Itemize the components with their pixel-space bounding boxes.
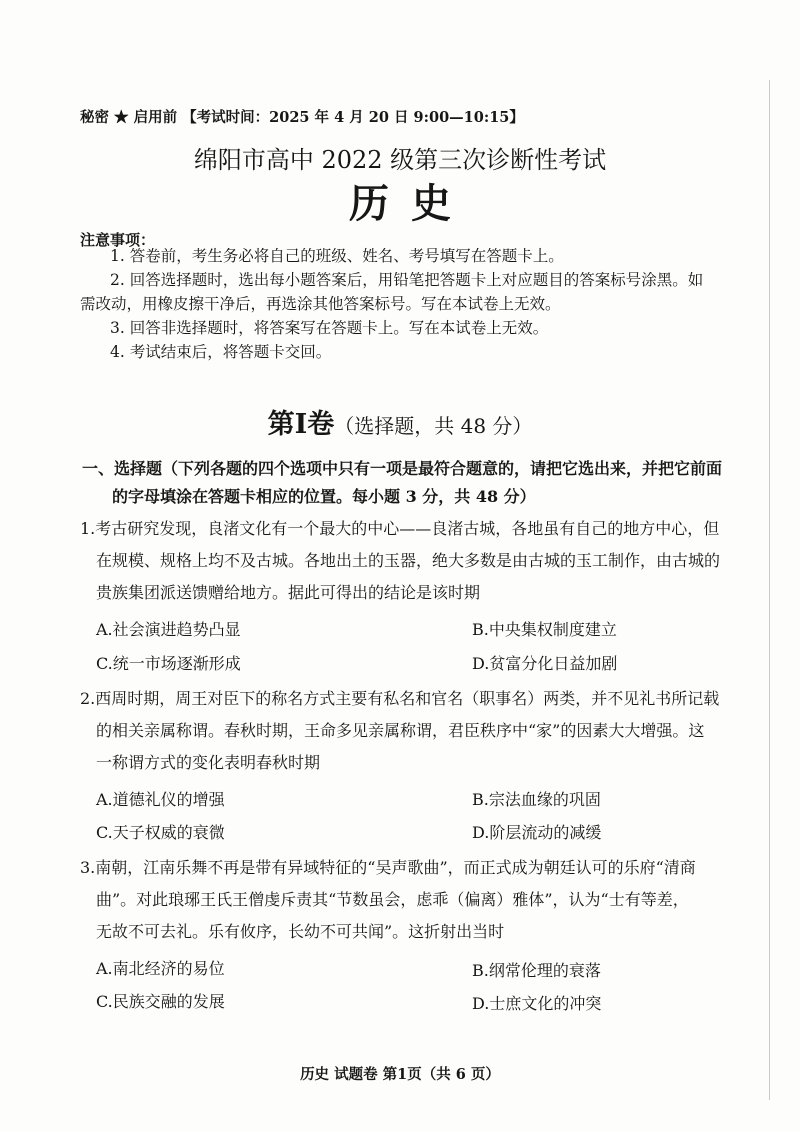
volume-title	[0, 402, 800, 441]
question-2-line-1: 2.西周时期，周王对臣下的称名方式主要有私名和官名（职事名）两类，并不见礼书所记载	[80, 689, 720, 708]
question-1-line-2: 在规模、规格上均不及古城。各地出土的玉器，绝大多数是由古城的玉工制作，由古城的	[96, 551, 721, 570]
exam-title: 绵阳市高中 2022 级第三次诊断性考试	[193, 146, 607, 174]
subject-title: 历史	[349, 180, 473, 227]
question-1-option-d: D.贫富分化日益加剧	[472, 654, 618, 673]
question-1-option-a: A.社会演进趋势凸显	[96, 620, 241, 639]
question-2-option-a: A.道德礼仪的增强	[96, 790, 225, 809]
question-1-line-3: 贵族集团派送馈赠给地方。据此可得出的结论是该时期	[96, 583, 481, 602]
question-2-option-d: D.阶层流动的减缓	[472, 823, 602, 842]
question-3-option-a: A.南北经济的易位	[96, 959, 225, 978]
question-3-option-c: C.民族交融的发展	[96, 992, 225, 1011]
question-2-line-3: 一称谓方式的变化表明春秋时期	[96, 753, 321, 772]
question-3-line-1: 3.南朝，江南乐舞不再是带有异域特征的“吴声歌曲”，而正式成为朝廷认可的乐府“清商	[80, 858, 696, 877]
notes-title: 注意事项：	[80, 231, 156, 249]
question-3-line-3: 无故不可去礼。乐有攸序，长幼不可共闻”。这折射出当时	[96, 922, 505, 941]
question-3-line-2: 曲”。对此琅琊王氏王僧虔斥责其“节数虽会，虑乖（偏离）雅体”，认为“士有等差，	[96, 890, 689, 909]
volume-subtitle: （选择题，共 48 分）	[334, 414, 533, 438]
question-2-option-c: C.天子权威的衰微	[96, 823, 225, 842]
note-item-1: 1. 答卷前，考生务必将自己的班级、姓名、考号填写在答题卡上。	[110, 247, 564, 265]
note-item-3: 3. 回答非选择题时，将答案写在答题卡上。写在本试卷上无效。	[110, 319, 549, 337]
section-instructions-line-1: 一、选择题（下列各题的四个选项中只有一项是最符合题意的，请把它选出来，并把它前面	[82, 459, 723, 478]
note-item-2-line-2: 需改动，用橡皮擦干净后，再选涂其他答案标号。写在本试卷上无效。	[80, 295, 561, 313]
volume-main-title: 第Ⅰ卷	[267, 409, 335, 440]
question-1-option-b: B.中央集权制度建立	[472, 620, 617, 639]
question-1-option-c: C.统一市场逐渐形成	[96, 654, 241, 673]
note-item-4: 4. 考试结束后，将答题卡交回。	[110, 343, 332, 361]
scan-edge-line	[769, 80, 770, 1100]
question-3-option-d: D.士庶文化的冲突	[472, 994, 602, 1013]
question-3-option-b: B.纲常伦理的衰落	[472, 961, 601, 980]
question-2-line-2: 的相关亲属称谓。春秋时期，王命多见亲属称谓，君臣秩序中“家”的因素大大增强。这	[96, 721, 705, 740]
question-1-line-1: 1.考古研究发现，良渚文化有一个最大的中心——良渚古城，各地虽有自己的地方中心，但	[80, 519, 720, 538]
section-instructions-line-2: 的字母填涂在答题卡相应的位置。每小题 3 分，共 48 分）	[112, 487, 536, 506]
page-footer: 历史 试题卷 第1页（共 6 页）	[300, 1066, 500, 1083]
confidential-header: 秘密 ★ 启用前 【考试时间：2025 年 4 月 20 日 9:00—10:15】	[80, 109, 524, 126]
note-item-2-line-1: 2. 回答选择题时，选出每小题答案后，用铅笔把答题卡上对应题目的答案标号涂黑。如	[110, 271, 704, 289]
question-2-option-b: B.宗法血缘的巩固	[472, 790, 601, 809]
